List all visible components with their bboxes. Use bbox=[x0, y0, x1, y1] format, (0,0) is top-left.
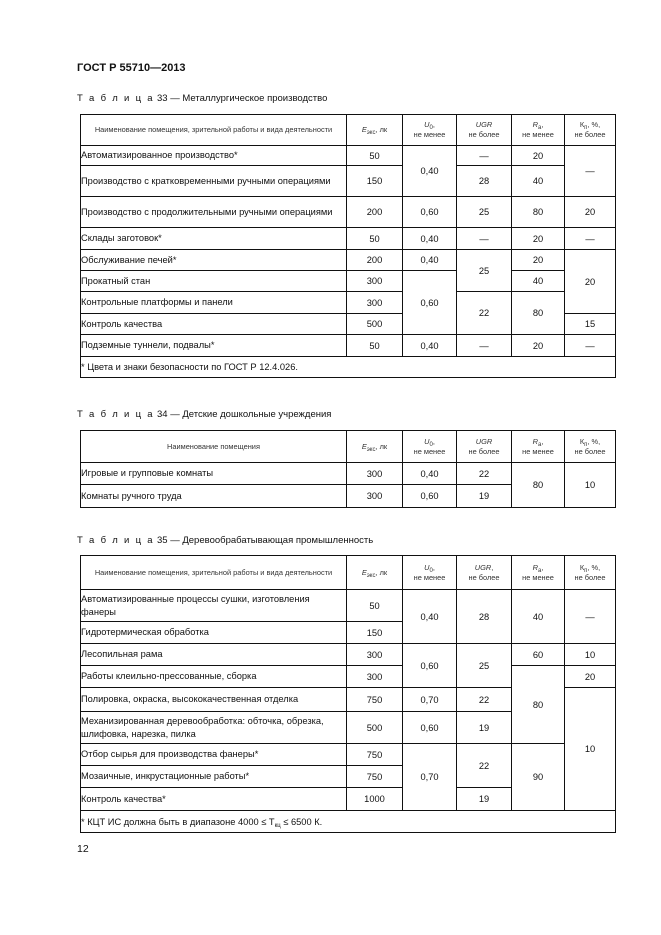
header-ra: $R_a$, не менее bbox=[512, 556, 565, 590]
table-row: Контроль качества 500 15 bbox=[81, 314, 616, 335]
table-header-row bbox=[81, 431, 616, 463]
table-35-footnote: * КЦТ ИС должна быть в диапазоне $4000 \le T_{кц} \le 6500$ К. bbox=[81, 811, 616, 833]
table-row: Мозаичные, инкрустационные работы* 750 bbox=[81, 766, 616, 788]
table-row: Прокатный стан 300 0,60 40 bbox=[81, 271, 616, 292]
header-ra: $R_a$, не менее bbox=[512, 431, 565, 463]
table-row: Обслуживание печей* 200 0,40 25 20 20 bbox=[81, 250, 616, 271]
table-row: Полировка, окраска, высококачественная отделка 750 0,70 22 10 bbox=[81, 688, 616, 712]
table-row: Игровые и групповые комнаты 300 0,40 22 80 10 bbox=[81, 463, 616, 485]
table-footnote-row bbox=[81, 357, 616, 378]
header-name: Наименование помещения bbox=[81, 431, 347, 463]
table-row: Работы клеильно-прессованные, сборка 300 80 20 bbox=[81, 666, 616, 688]
page-number: 12 bbox=[77, 843, 89, 855]
table-header-row bbox=[81, 115, 616, 146]
header-name: Наименование помещения, зрительной работы и вида деятельности bbox=[81, 556, 347, 590]
header-name: Наименование помещения, зрительной работы и вида деятельности bbox=[81, 115, 347, 146]
table-row: Склады заготовок* 50 0,40 — 20 — bbox=[81, 228, 616, 250]
table-row: Производство с кратковременными ручными операциями 150 28 40 bbox=[81, 166, 616, 197]
header-kp: $К_п$, %, не более bbox=[565, 556, 616, 590]
header-kp: $К_п$, %, не более bbox=[565, 115, 616, 146]
header-u: $U_0$, не менее bbox=[403, 115, 457, 146]
table-header-row bbox=[81, 556, 616, 590]
document-title: ГОСТ Р 55710—2013 bbox=[77, 62, 186, 74]
table-row: Лесопильная рама 300 0,60 25 60 10 bbox=[81, 644, 616, 666]
table-footnote-row bbox=[81, 811, 616, 833]
header-u: $U_0$, не менее bbox=[403, 556, 457, 590]
table-row: Автоматизированные процессы сушки, изготовления фанеры 50 0,40 28 40 — bbox=[81, 590, 616, 622]
table-33-caption: Т а б л и ц а 33 — Металлургическое производство bbox=[77, 93, 328, 104]
table-35-caption: Т а б л и ц а 35 — Деревообрабатывающая промышленность bbox=[77, 535, 374, 546]
header-u: $U_0$, не менее bbox=[403, 431, 457, 463]
table-row: Комнаты ручного труда 300 0,60 19 bbox=[81, 485, 616, 508]
header-e: $E_{экс}$, лк bbox=[347, 431, 403, 463]
table-row: Производство с продолжительными ручными операциями 200 0,60 25 80 20 bbox=[81, 197, 616, 228]
table-row: Контроль качества* 1000 19 bbox=[81, 788, 616, 811]
table-34 bbox=[80, 430, 616, 508]
table-row: Контрольные платформы и панели 300 22 80 bbox=[81, 292, 616, 314]
header-ugr: UGR не более bbox=[457, 115, 512, 146]
header-ugr: UGR, не более bbox=[457, 556, 512, 590]
table-row: Автоматизированное производство* 50 0,40 — 20 — bbox=[81, 146, 616, 166]
table-35 bbox=[80, 555, 616, 833]
table-row: Отбор сырья для производства фанеры* 750 0,70 22 90 bbox=[81, 744, 616, 766]
table-34-caption: Т а б л и ц а 34 — Детские дошкольные учреждения bbox=[77, 409, 332, 420]
header-ugr: UGR не более bbox=[457, 431, 512, 463]
table-row: Механизированная деревообработка: обточка, обрезка, шлифовка, нарезка, пилка 500 0,60 19 bbox=[81, 712, 616, 744]
table-row: Подземные туннели, подвалы* 50 0,40 — 20 — bbox=[81, 335, 616, 357]
header-ra: $R_a$, не менее bbox=[512, 115, 565, 146]
header-e: $E_{экс}$, лк bbox=[347, 115, 403, 146]
table-33 bbox=[80, 114, 616, 378]
table-33-footnote: * Цвета и знаки безопасности по ГОСТ Р 12.4.026. bbox=[81, 357, 616, 378]
table-row: Гидротермическая обработка 150 bbox=[81, 622, 616, 644]
header-e: $E_{экс}$, лк bbox=[347, 556, 403, 590]
header-kp: $К_п$, %, не более bbox=[565, 431, 616, 463]
